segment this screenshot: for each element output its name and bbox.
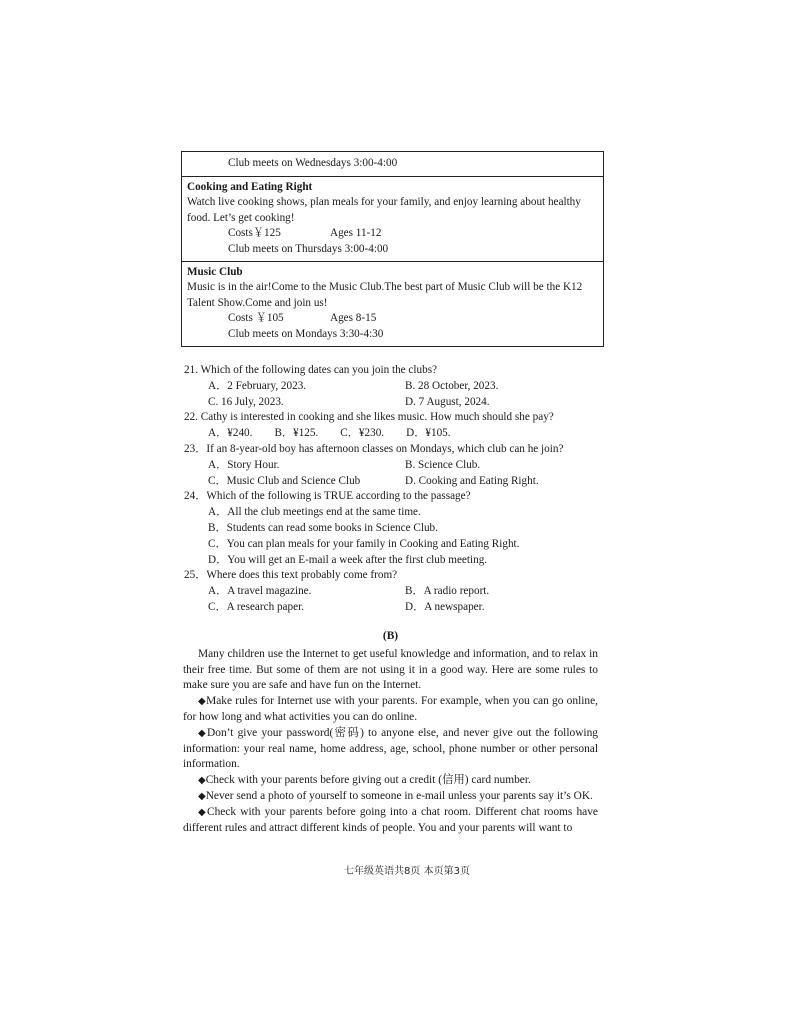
club-name: Music Club — [187, 265, 243, 278]
option-a: A．Story Hour. — [208, 458, 280, 471]
meeting-time: Club meets on Mondays 3:30-4:30 — [228, 327, 384, 340]
option-d: D. Cooking and Eating Right. — [405, 474, 539, 487]
question-22 — [184, 410, 604, 442]
option-a: A．¥240. — [208, 427, 253, 440]
option-d: D．You will get an E-mail a week after the first club meeting. — [208, 553, 488, 566]
question-stem: 25．Where does this text probably come from? — [184, 569, 398, 582]
rule-text: Never send a photo of yourself to someone in e-mail unless your parents say it’s OK. — [205, 789, 593, 802]
option-a: A．2 February, 2023. — [208, 379, 307, 392]
diamond-bullet-icon: ◆ — [198, 806, 207, 818]
rule-text: Check with your parents before giving out a credit (信用) card number. — [205, 774, 531, 787]
page-footer: 七年级英语共8页 本页第3页 — [344, 866, 470, 877]
diamond-bullet-icon: ◆ — [198, 775, 206, 787]
option-c: C．¥230. — [340, 427, 385, 440]
diamond-bullet-icon: ◆ — [198, 790, 206, 802]
club-ages: Ages 11-12 — [330, 227, 382, 240]
club-cost: Costs ￥105 — [228, 312, 284, 325]
diamond-bullet-icon: ◆ — [198, 727, 208, 739]
rule-item — [183, 805, 598, 837]
question-21 — [184, 363, 604, 410]
question-stem: 24．Which of the following is TRUE according to the passage? — [184, 490, 471, 503]
option-c: C. 16 July, 2023. — [208, 395, 284, 408]
question-25 — [184, 568, 604, 615]
rule-item — [183, 726, 598, 773]
section-title: (B) — [382, 630, 399, 642]
option-b: B. 28 October, 2023. — [405, 379, 499, 392]
rule-text: Check with your parents before going into a chat room. Different chat rooms have different rules and attract different kinds of people. You and your parents will want to — [183, 805, 598, 834]
diamond-bullet-icon: ◆ — [198, 696, 207, 708]
club-row-music — [182, 262, 603, 346]
question-options — [184, 584, 604, 616]
option-b: B．¥125. — [274, 427, 319, 440]
option-d: D. 7 August, 2024. — [405, 395, 490, 408]
meeting-time: Club meets on Thursdays 3:00-4:00 — [228, 242, 389, 255]
passage-b — [183, 629, 598, 836]
option-c: C．You can plan meals for your family in Cooking and Eating Right. — [208, 537, 520, 550]
club-description: Watch live cooking shows, plan meals for your family, and enjoy learning about healthy food. Let’s get cooking! — [187, 196, 581, 224]
option-a: A．All the club meetings end at the same time. — [208, 506, 421, 519]
question-options — [184, 458, 604, 490]
option-b: B. Science Club. — [405, 458, 481, 471]
club-table — [181, 151, 604, 347]
question-23 — [184, 442, 604, 489]
club-cost-ages — [187, 226, 598, 242]
club-row-cooking — [182, 177, 603, 262]
option-d: D．A newspaper. — [405, 600, 485, 613]
option-a: A．A travel magazine. — [208, 585, 312, 598]
passage-intro: Many children use the Internet to get useful knowledge and information, and to relax in their free time. But some of them are not using it in a good way. Here are some rules to make sure you are safe and have fun on the Internet. — [183, 647, 598, 692]
club-name: Cooking and Eating Right — [187, 180, 313, 193]
option-b: B．A radio report. — [405, 585, 490, 598]
option-d: D．¥105. — [406, 427, 451, 440]
question-options — [184, 379, 604, 411]
option-c: C．A research paper. — [208, 600, 304, 613]
club-cost: Costs￥125 — [228, 227, 281, 240]
question-stem: 23．If an 8-year-old boy has afternoon classes on Mondays, which club can he join? — [184, 442, 564, 455]
questions — [184, 363, 604, 616]
rule-item — [183, 789, 598, 805]
club-cost-ages — [187, 311, 598, 327]
club-description: Music is in the air!Come to the Music Club.The best part of Music Club will be the K12 Talent Show.Come and join us! — [187, 281, 583, 309]
club-row-previous — [182, 152, 603, 177]
option-b: B．Students can read some books in Science Club. — [208, 521, 438, 534]
question-options — [184, 426, 604, 442]
meeting-time: Club meets on Wednesdays 3:00-4:00 — [228, 157, 398, 169]
question-stem: 22. Cathy is interested in cooking and she likes music. How much should she pay? — [184, 411, 554, 424]
club-ages: Ages 8-15 — [330, 312, 377, 325]
option-c: C．Music Club and Science Club — [208, 474, 361, 487]
rule-item — [183, 694, 598, 726]
rule-item — [183, 773, 598, 789]
question-stem: 21. Which of the following dates can you join the clubs? — [184, 364, 438, 376]
rule-text: Make rules for Internet use with your parents. For example, when you can go online, for how long and what activities you can do online. — [183, 695, 598, 723]
rule-text: Don’t give your password(密码) to anyone else, and never give out the following information: your real name, home address, age, school, phone number or other personal information. — [183, 726, 598, 771]
question-24 — [184, 489, 604, 568]
